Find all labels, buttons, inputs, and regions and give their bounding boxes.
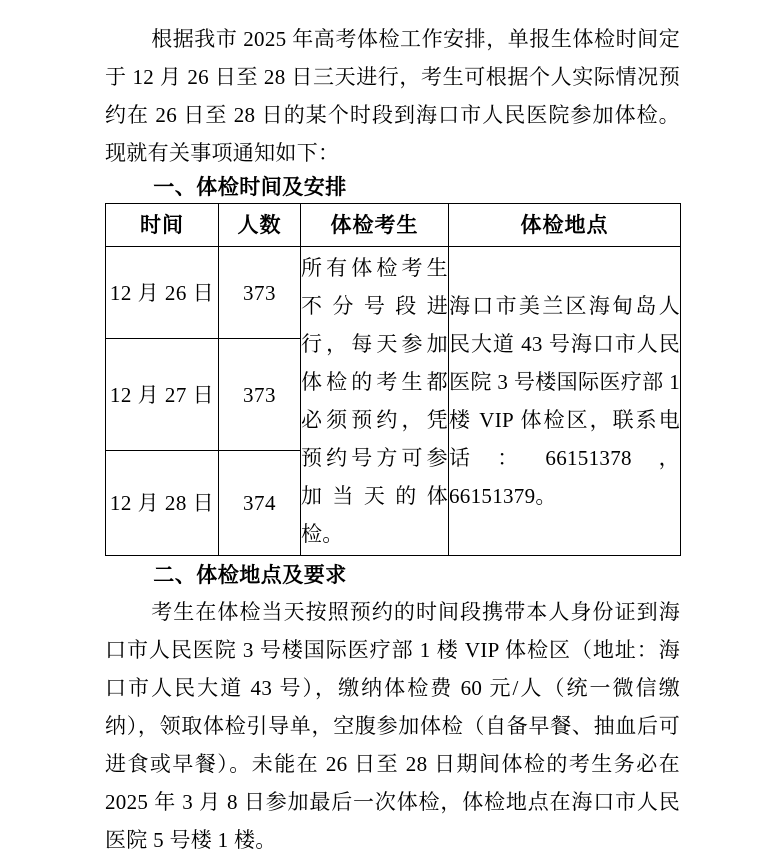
intro-paragraph: 根据我市 2025 年高考体检工作安排，单报生体检时间定于 12 月 26 日至 28 日三天进行，考生可根据个人实际情况预约在 26 日至 28 日的某个时段到海口市人民医院参加体检。现就有关事项通知如下： <box>105 27 680 165</box>
schedule-table-header <box>106 204 681 247</box>
cell-date-dec26: 12 月 26 日 <box>106 247 219 339</box>
requirements-paragraph: 考生在体检当天按照预约的时间段携带本人身份证到海口市人民医院 3 号楼国际医疗部 1 楼 VIP 体检区（地址：海口市人民大道 43 号），缴纳体检费 60 元/人（统一微信缴纳），领取体检引导单，空腹参加体检（自备早餐、抽血后可进食或早餐）。未能在 26 日至 28 日期间体检的考生务必在 2025 年 3 月 8 日参加最后一次体检，体检地点在海口市人民医院 5 号楼 1 楼。 <box>105 600 680 852</box>
schedule-table <box>105 203 681 556</box>
cell-examinee-note: 所有体检考生不分号段进行，每天参加体检的考生都必须预约，凭预约号方可参加当天的体检。 <box>301 247 449 556</box>
table-row <box>106 247 681 339</box>
column-header-examinees: 体检考生 <box>301 204 449 247</box>
cell-date-dec27: 12 月 27 日 <box>106 339 219 451</box>
schedule-table-body <box>106 247 681 556</box>
cell-location-note: 海口市美兰区海甸岛人民大道 43 号海口市人民医院 3 号楼国际医疗部 1 楼 VIP 体检区，联系电话：66151378，66151379。 <box>449 247 681 556</box>
cell-count-dec27: 373 <box>219 339 301 451</box>
column-header-count: 人数 <box>219 204 301 247</box>
section1-heading: 一、体检时间及安排 <box>153 176 347 199</box>
column-header-time: 时间 <box>106 204 219 247</box>
header-row <box>106 204 681 247</box>
cell-count-dec28: 374 <box>219 451 301 556</box>
column-header-location: 体检地点 <box>449 204 681 247</box>
section2-heading: 二、体检地点及要求 <box>153 564 347 587</box>
cell-date-dec28: 12 月 28 日 <box>106 451 219 556</box>
cell-count-dec26: 373 <box>219 247 301 339</box>
